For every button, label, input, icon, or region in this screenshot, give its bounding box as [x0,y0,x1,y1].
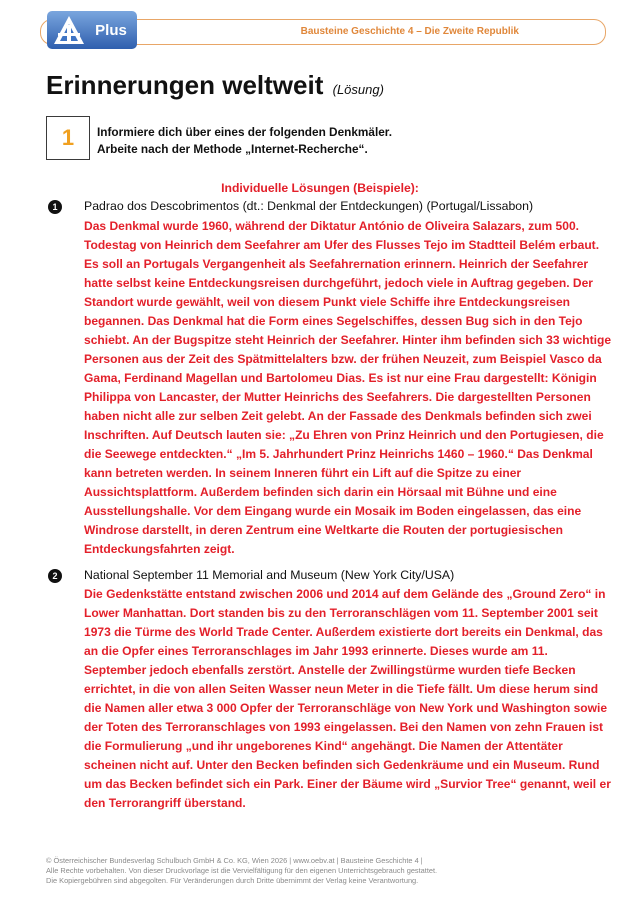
task-instructions [97,124,392,158]
page-title [46,70,384,101]
page-title-main: Erinnerungen weltweit [46,70,324,100]
footer-line-1: © Österreichischer Bundesverlag Schulbuch GmbH & Co. KG, Wien 2026 | www.oebv.at | Bausteine Geschichte 4 | [46,856,423,865]
task-number-box [46,116,90,160]
task-line-1: Informiere dich über eines der folgenden Denkmäler. [97,125,393,139]
header-title: Bausteine Geschichte 4 – Die Zweite Republik [300,26,519,37]
footer-line-2: Alle Rechte vorbehalten. Von dieser Druckvorlage ist die Vervielfältigung für den eigenen Unterrichtsgebrauch gestattet. [46,866,438,875]
task-number: 1 [61,125,75,150]
task-line-2: Arbeite nach der Methode „Internet-Recherche“. [97,142,368,156]
entry-2-title: National September 11 Memorial and Museum (New York City/USA) [84,568,455,582]
footer-line-3: Die Kopiergebühren sind abgegolten. Für Veränderungen durch Dritte übernimmt der Verlag keine Verantwortung. [46,876,419,885]
page-title-sub: (Lösung) [332,82,384,97]
entry-1-title: Padrao dos Descobrimentos (dt.: Denkmal der Entdeckungen) (Portugal/Lissabon) [84,199,534,213]
plus-logo [47,11,137,49]
entry-1-body: Das Denkmal wurde 1960, während der Diktatur António de Oliveira Salazars, zum 500. Todestag von Heinrich dem Seefahrer am Ufer des Flusses Tejo im Stadtteil Belém erbaut. Es soll an Portugals Vergangenheit als Seefahrernation erinnern. Heinrich der Seefahrer hatte selbst keine Entdeckungsreisen durchgeführt, jedoch viele in Auftrag gegeben. Der Standort wurde gewählt, weil von diesem Punkt viele Schiffe ihre Entdeckungsreisen begannen. Das Denkmal hat die Form eines Segelschiffes, dessen Bug sich in den Tejo schiebt. An der Bugspitze steht Heinrich der Seefahrer. Hinter ihm befinden sich 33 wichtige Personen aus der Zeit des Spätmittelalters bzw. der frühen Neuzeit, zum Beispiel Vasco da Gama, Ferdinand Magellan und Bartolomeu Dias. Es ist nur eine Frau dargestellt: Königin Philippa von Lancaster, der Mutter Heinrichs des Seefahrers. Die dargestellten Personen haben nicht alle zur selben Zeit gelebt. An der Fassade des Denkmals befinden sich zwei Inschriften. Auf Deutsch lauten sie: „Zu Ehren von Prinz Heinrich und den Portugiesen, die die Seewege entdeckten.“ „Im 5. Jahrhundert Prinz Heinrichs 1460 – 1960.“ Das Denkmal kann betreten werden. In seinem Inneren führt ein Lift auf die Spitze zu einer Aussichtsplattform. Außerdem befinden sich darin ein Hörsaal mit Bühne und eine Ausstellungshalle. Vor dem Eingang wurde ein Mosaik im Boden eingelassen, das eine Windrose darstellt, in deren Zentrum eine Weltkarte die Routen der portugiesischen Entdeckungsfahrten zeigt. [84,219,612,556]
bullet-2-icon: 2 [48,569,62,583]
logo-text: Plus [95,22,127,39]
footer [46,856,437,886]
solutions-heading: Individuelle Lösungen (Beispiele): [221,181,419,195]
entry-2-body: Die Gedenkstätte entstand zwischen 2006 und 2014 auf dem Gelände des „Ground Zero“ in Lower Manhattan. Dort standen bis zu den Terroranschlägen vom 11. September 2001 seit 1973 die Türme des World Trade Center. Außerdem existierte dort bereits ein Denkmal, das an die Opfer eines Terroranschlages im Jahr 1993 erinnerte. Dieses wurde am 11. September jedoch ebenfalls zerstört. Anstelle der Zwillingstürme wurden tiefe Becken errichtet, in die von allen Seiten Wasser neun Meter in die Tiefe fällt. Um diese herum sind die Namen aller etwa 3 000 Opfer der Terroranschläge von New York und Washington sowie der Toten des Terroranschlages von 1993 eingelassen. Bei den Namen von zehn Frauen ist die Formulierung „und ihr ungeborenes Kind“ angehängt. Die Namen der Attentäter scheinen nicht auf. Unter den Becken befinden sich Gedenkräume und ein Museum. Rund um das Becken befindet sich ein Park. Einer der Bäume wird „Survior Tree“ genannt, weil er den Terrorangriff überstand. [84,587,611,810]
bullet-1-icon: 1 [48,200,62,214]
